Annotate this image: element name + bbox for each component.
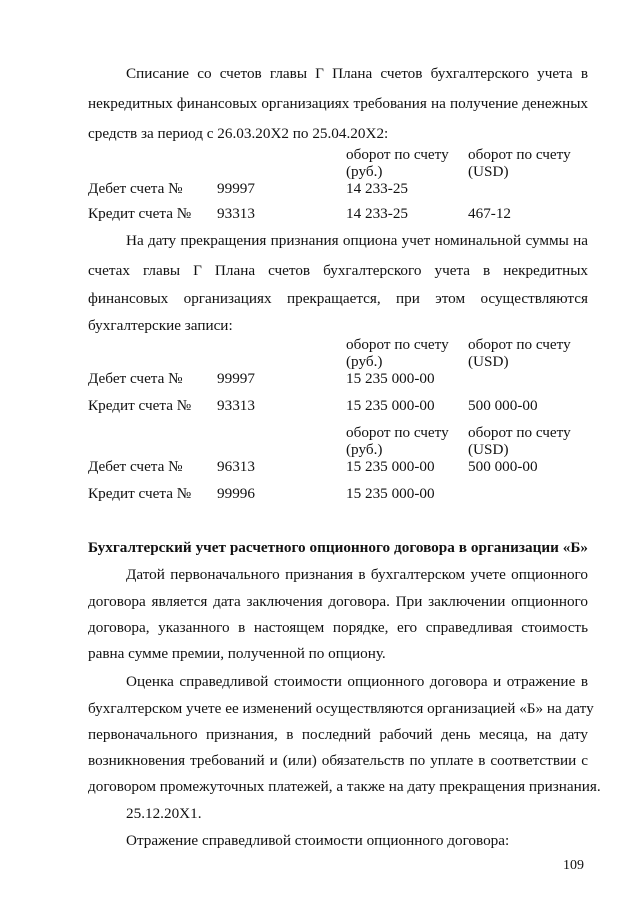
table1-col-rub-header-1: оборот по счету: [346, 146, 449, 163]
table3-row-1-rub: 15 235 000-00: [346, 458, 435, 475]
table3-row-1-account: 96313: [217, 458, 255, 475]
para1-line-2: некредитных финансовых организациях требования на получение денежных: [88, 95, 588, 112]
table3-row-2-rub: 15 235 000-00: [346, 485, 435, 502]
table2-col-rub-header-1: оборот по счету: [346, 336, 449, 353]
para2-line-1: На дату прекращения признания опциона учет номинальной суммы на: [126, 232, 588, 249]
table1-row-2-label: Кредит счета №: [88, 205, 192, 222]
section-heading: Бухгалтерский учет расчетного опционного договора в организации «Б»: [88, 539, 588, 556]
para2-line-3: финансовых организациях прекращается, при этом осуществляются: [88, 290, 588, 307]
para4-line-1: Оценка справедливой стоимости опционного договора и отражение в: [126, 673, 588, 690]
para3-line-2: договора является дата заключения договора. При заключении опционного: [88, 593, 588, 610]
table1-row-2-usd: 467-12: [468, 205, 512, 222]
para3-line-4: равна сумме премии, полученной по опциону.: [88, 645, 386, 662]
table1-row-2-account: 93313: [217, 205, 255, 222]
para3-line-3: договора, указанного в настоящем порядке, его справедливая стоимость: [88, 619, 588, 636]
para2-line-2: счетах главы Г Плана счетов бухгалтерского учета в некредитных: [88, 262, 588, 279]
table2-col-rub-header-2: (руб.): [346, 353, 383, 370]
para4-line-5: договором промежуточных платежей, а также на дату прекращения признания.: [88, 778, 601, 795]
para5-line: Отражение справедливой стоимости опционного договора:: [126, 832, 510, 849]
table3-row-1-usd: 500 000-00: [468, 458, 538, 475]
table3-col-rub-header-1: оборот по счету: [346, 424, 449, 441]
table2-row-1-rub: 15 235 000-00: [346, 370, 435, 387]
para3-line-1: Датой первоначального признания в бухгалтерском учете опционного: [126, 566, 588, 583]
table1-row-2-rub: 14 233-25: [346, 205, 409, 222]
para1-line-3: средств за период с 26.03.20X2 по 25.04.20X2:: [88, 125, 389, 142]
para4-line-2: бухгалтерском учете ее изменений осуществляются организацией «Б» на дату: [88, 700, 594, 717]
para1-line-1: Списание со счетов главы Г Плана счетов бухгалтерского учета в: [126, 65, 588, 82]
table2-row-2-rub: 15 235 000-00: [346, 397, 435, 414]
table1-row-1-account: 99997: [217, 180, 255, 197]
table1-row-1-rub: 14 233-25: [346, 180, 409, 197]
page-number: 109: [563, 858, 584, 873]
table3-col-usd-header-1: оборот по счету: [468, 424, 571, 441]
table3-col-usd-header-2: (USD): [468, 441, 509, 458]
table2-row-1-account: 99997: [217, 370, 255, 387]
table2-row-1-label: Дебет счета №: [88, 370, 183, 387]
table1-col-usd-header-1: оборот по счету: [468, 146, 571, 163]
table2-row-2-account: 93313: [217, 397, 255, 414]
table2-col-usd-header-2: (USD): [468, 353, 509, 370]
para2-line-4: бухгалтерские записи:: [88, 317, 233, 334]
table2-row-2-usd: 500 000-00: [468, 397, 538, 414]
table1-col-rub-header-2: (руб.): [346, 163, 383, 180]
date-line: 25.12.20X1.: [126, 805, 202, 822]
table3-row-2-account: 99996: [217, 485, 255, 502]
table3-row-2-label: Кредит счета №: [88, 485, 192, 502]
table1-row-1-label: Дебет счета №: [88, 180, 183, 197]
table3-row-1-label: Дебет счета №: [88, 458, 183, 475]
table3-col-rub-header-2: (руб.): [346, 441, 383, 458]
para4-line-3: первоначального признания, в последний рабочий день месяца, на дату: [88, 726, 588, 743]
table2-row-2-label: Кредит счета №: [88, 397, 192, 414]
table1-col-usd-header-2: (USD): [468, 163, 509, 180]
para4-line-4: возникновения требований и (или) обязательств по уплате в соответствии с: [88, 752, 588, 769]
table2-col-usd-header-1: оборот по счету: [468, 336, 571, 353]
